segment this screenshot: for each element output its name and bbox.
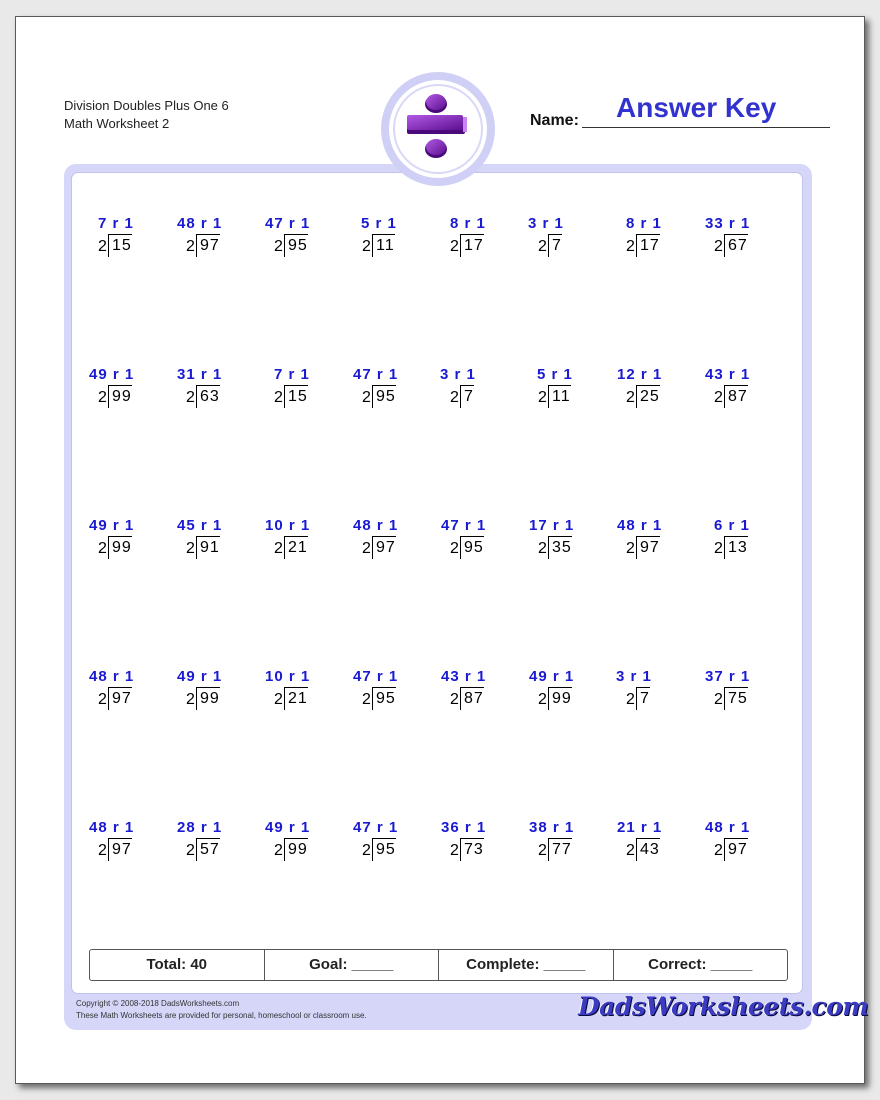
dividend: 21 <box>284 687 308 710</box>
divisor: 2 <box>626 691 635 708</box>
dividend: 95 <box>372 385 396 408</box>
quotient-answer: 31 r 1 <box>177 366 223 383</box>
dividend: 15 <box>284 385 308 408</box>
divisor: 2 <box>714 238 723 255</box>
quotient-answer: 10 r 1 <box>265 668 311 685</box>
quotient-answer: 36 r 1 <box>441 819 487 836</box>
name-underline <box>582 127 830 128</box>
divisor: 2 <box>626 238 635 255</box>
divisor: 2 <box>714 389 723 406</box>
divisor: 2 <box>538 540 547 557</box>
quotient-answer: 33 r 1 <box>705 215 751 232</box>
quotient-answer: 48 r 1 <box>705 819 751 836</box>
quotient-answer: 3 r 1 <box>440 366 476 383</box>
dividend: 43 <box>636 838 660 861</box>
name-field <box>530 90 832 130</box>
divisor: 2 <box>186 540 195 557</box>
division-problem <box>265 668 354 716</box>
division-problem <box>705 819 794 867</box>
quotient-answer: 21 r 1 <box>617 819 663 836</box>
quotient-answer: 6 r 1 <box>714 517 750 534</box>
divisor: 2 <box>626 842 635 859</box>
quotient-answer: 10 r 1 <box>265 517 311 534</box>
copyright-line: Copyright © 2008-2018 DadsWorksheets.com <box>76 999 240 1008</box>
quotient-answer: 8 r 1 <box>626 215 662 232</box>
division-problem <box>89 366 178 414</box>
divisor: 2 <box>274 540 283 557</box>
division-problem <box>441 819 530 867</box>
quotient-answer: 3 r 1 <box>616 668 652 685</box>
divisor: 2 <box>714 842 723 859</box>
divisor: 2 <box>450 540 459 557</box>
division-problem <box>529 668 618 716</box>
quotient-answer: 7 r 1 <box>98 215 134 232</box>
divisor: 2 <box>626 389 635 406</box>
dividend: 91 <box>196 536 220 559</box>
division-problem <box>705 215 794 263</box>
quotient-answer: 47 r 1 <box>353 366 399 383</box>
division-sign-icon <box>380 71 496 187</box>
quotient-answer: 43 r 1 <box>441 668 487 685</box>
division-problem <box>441 668 530 716</box>
score-bar <box>89 949 788 981</box>
divisor: 2 <box>98 691 107 708</box>
divisor: 2 <box>538 842 547 859</box>
dividend: 97 <box>108 838 132 861</box>
quotient-answer: 47 r 1 <box>353 668 399 685</box>
divisor: 2 <box>98 389 107 406</box>
quotient-answer: 49 r 1 <box>89 517 135 534</box>
dividend: 67 <box>724 234 748 257</box>
division-problem <box>265 819 354 867</box>
divisor: 2 <box>98 842 107 859</box>
dividend: 97 <box>108 687 132 710</box>
quotient-answer: 37 r 1 <box>705 668 751 685</box>
divisor: 2 <box>626 540 635 557</box>
dividend: 95 <box>372 687 396 710</box>
division-problem <box>353 819 442 867</box>
quotient-answer: 47 r 1 <box>353 819 399 836</box>
dividend: 75 <box>724 687 748 710</box>
dividend: 99 <box>108 385 132 408</box>
problems-panel <box>71 172 803 994</box>
divisor: 2 <box>538 389 547 406</box>
quotient-answer: 28 r 1 <box>177 819 223 836</box>
division-problem <box>265 517 354 565</box>
dividend: 95 <box>372 838 396 861</box>
complete-cell: Complete: _____ <box>439 950 614 980</box>
dividend: 7 <box>460 385 474 408</box>
division-problem <box>529 517 618 565</box>
dividend: 35 <box>548 536 572 559</box>
dividend: 95 <box>284 234 308 257</box>
divisor: 2 <box>362 691 371 708</box>
division-problem <box>705 668 794 716</box>
divisor: 2 <box>274 389 283 406</box>
quotient-answer: 48 r 1 <box>353 517 399 534</box>
dividend: 87 <box>724 385 748 408</box>
quotient-answer: 48 r 1 <box>177 215 223 232</box>
worksheet-title-line2: Math Worksheet 2 <box>64 116 170 131</box>
quotient-answer: 45 r 1 <box>177 517 223 534</box>
divisor: 2 <box>98 238 107 255</box>
quotient-answer: 38 r 1 <box>529 819 575 836</box>
division-problem <box>177 215 266 263</box>
divisor: 2 <box>98 540 107 557</box>
dividend: 63 <box>196 385 220 408</box>
dividend: 73 <box>460 838 484 861</box>
dividend: 17 <box>460 234 484 257</box>
division-problem <box>617 366 706 414</box>
worksheet-title <box>64 97 229 133</box>
worksheet-title-line1: Division Doubles Plus One 6 <box>64 98 229 113</box>
usage-line: These Math Worksheets are provided for personal, homeschool or classroom use. <box>76 1011 367 1020</box>
dividend: 97 <box>372 536 396 559</box>
quotient-answer: 5 r 1 <box>361 215 397 232</box>
quotient-answer: 48 r 1 <box>89 668 135 685</box>
dividend: 77 <box>548 838 572 861</box>
division-problem <box>98 215 178 263</box>
divisor: 2 <box>186 238 195 255</box>
division-problem <box>362 215 442 263</box>
quotient-answer: 43 r 1 <box>705 366 751 383</box>
dividend: 25 <box>636 385 660 408</box>
quotient-answer: 8 r 1 <box>450 215 486 232</box>
division-problem <box>274 366 354 414</box>
goal-cell: Goal: _____ <box>265 950 440 980</box>
quotient-answer: 3 r 1 <box>528 215 564 232</box>
division-problem <box>616 668 706 716</box>
division-problem <box>353 668 442 716</box>
quotient-answer: 47 r 1 <box>265 215 311 232</box>
divisor: 2 <box>274 691 283 708</box>
division-problem <box>353 366 442 414</box>
divisor: 2 <box>362 238 371 255</box>
division-problem <box>441 517 530 565</box>
divisor: 2 <box>450 691 459 708</box>
total-cell: Total: 40 <box>90 950 265 980</box>
divisor: 2 <box>450 238 459 255</box>
brand-logo: DadsWorksheets.com <box>578 992 869 1021</box>
copyright-notice <box>76 998 367 1022</box>
correct-cell: Correct: _____ <box>648 956 753 973</box>
quotient-answer: 7 r 1 <box>274 366 310 383</box>
divisor: 2 <box>714 540 723 557</box>
division-problem <box>89 668 178 716</box>
divisor: 2 <box>362 540 371 557</box>
divisor: 2 <box>362 842 371 859</box>
dividend: 87 <box>460 687 484 710</box>
division-problem <box>450 215 530 263</box>
quotient-answer: 49 r 1 <box>529 668 575 685</box>
quotient-answer: 49 r 1 <box>177 668 223 685</box>
division-problem <box>265 215 354 263</box>
division-problem <box>89 517 178 565</box>
divisor: 2 <box>362 389 371 406</box>
dividend: 7 <box>548 234 562 257</box>
divisor: 2 <box>186 842 195 859</box>
division-problem <box>705 366 794 414</box>
dividend: 99 <box>284 838 308 861</box>
dividend: 13 <box>724 536 748 559</box>
division-problem <box>714 517 794 565</box>
dividend: 17 <box>636 234 660 257</box>
dividend: 99 <box>548 687 572 710</box>
dividend: 95 <box>460 536 484 559</box>
dividend: 97 <box>636 536 660 559</box>
division-problem <box>177 819 266 867</box>
division-problem <box>89 819 178 867</box>
dividend: 7 <box>636 687 650 710</box>
divisor: 2 <box>186 691 195 708</box>
divisor: 2 <box>274 842 283 859</box>
quotient-answer: 12 r 1 <box>617 366 663 383</box>
divisor: 2 <box>274 238 283 255</box>
divisor: 2 <box>538 691 547 708</box>
name-label: Name: <box>530 112 579 129</box>
dividend: 15 <box>108 234 132 257</box>
divisor: 2 <box>450 842 459 859</box>
quotient-answer: 49 r 1 <box>89 366 135 383</box>
division-problem <box>177 517 266 565</box>
division-problem <box>617 819 706 867</box>
divisor: 2 <box>186 389 195 406</box>
division-problem <box>528 215 618 263</box>
division-problem <box>538 366 618 414</box>
dividend: 21 <box>284 536 308 559</box>
division-problem <box>626 215 706 263</box>
division-problem <box>353 517 442 565</box>
answer-key-label: Answer Key <box>616 92 777 123</box>
dividend: 99 <box>196 687 220 710</box>
division-problem <box>440 366 530 414</box>
dividend: 11 <box>548 385 571 408</box>
divisor: 2 <box>538 238 547 255</box>
quotient-answer: 49 r 1 <box>265 819 311 836</box>
division-problem <box>529 819 618 867</box>
dividend: 97 <box>724 838 748 861</box>
division-problem <box>617 517 706 565</box>
dividend: 11 <box>372 234 395 257</box>
divisor: 2 <box>714 691 723 708</box>
quotient-answer: 47 r 1 <box>441 517 487 534</box>
quotient-answer: 48 r 1 <box>89 819 135 836</box>
dividend: 97 <box>196 234 220 257</box>
dividend: 57 <box>196 838 220 861</box>
dividend: 99 <box>108 536 132 559</box>
quotient-answer: 17 r 1 <box>529 517 575 534</box>
divisor: 2 <box>450 389 459 406</box>
division-problem <box>177 668 266 716</box>
division-problem <box>177 366 266 414</box>
quotient-answer: 5 r 1 <box>537 366 573 383</box>
quotient-answer: 48 r 1 <box>617 517 663 534</box>
